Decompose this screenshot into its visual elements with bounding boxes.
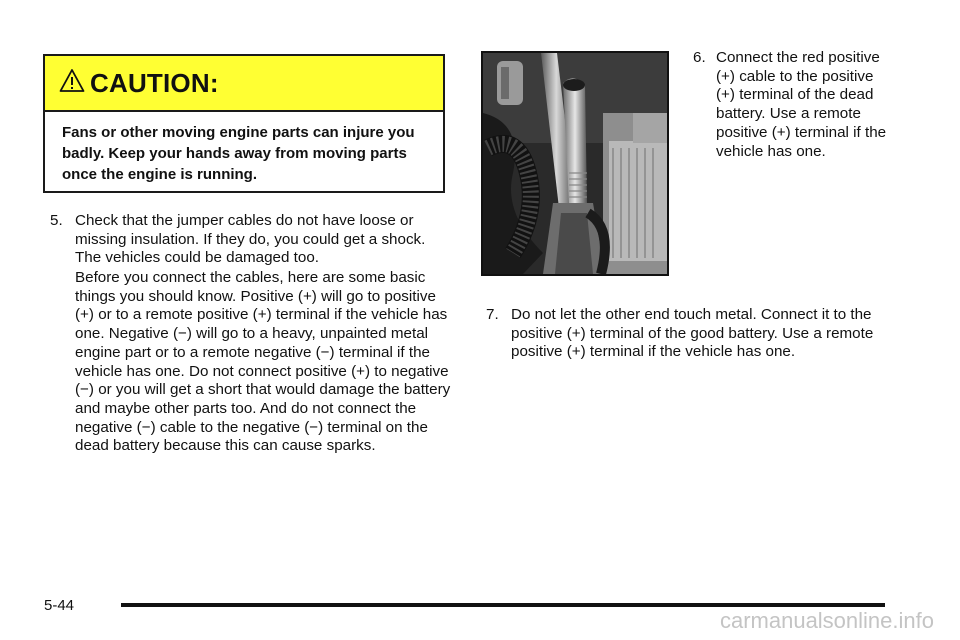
step-6-number: 6. (693, 49, 706, 66)
warning-triangle-icon (59, 68, 85, 94)
step-7 (486, 306, 886, 362)
step-7-text: Do not let the other end touch metal. Connect it to the positive (+) terminal of the good battery. Use a remote positive (+) terminal if the vehicle has one. (511, 306, 874, 361)
caution-text: Fans or other moving engine parts can injure you badly. Keep your hands away from moving parts once the engine is running. (62, 124, 415, 183)
footer-rule (121, 603, 885, 607)
step-5-text: Check that the jumper cables do not have loose or missing insulation. If they do, you could get a shock. The vehicles could be damaged too. (75, 212, 426, 267)
step-5-paragraph: Before you connect the cables, here are some basic things you should know. Positive (+) will go to positive (+) or to a remote positive (+) terminal if the vehicle has one. Negative (−) will go to a heavy, unpainted metal engine part or to a remote negative (−) terminal if the vehicle has one. Do not connect positive (+) to negative (−) or you will get a short that would damage the battery and maybe other parts too. And do not connect the negative (−) cable to the negative (−) terminal on the dead battery because this can cause sparks. (75, 269, 451, 455)
caution-header (45, 56, 443, 112)
step-6-text: Connect the red positive (+) cable to the positive (+) terminal of the dead battery. Use a remote positive (+) terminal if the vehicle has one. (716, 49, 887, 160)
step-7-number: 7. (486, 306, 499, 323)
engine-cables-photo (481, 51, 669, 276)
engine-photo-illustration (483, 53, 667, 274)
watermark: carmanualsonline.info (719, 608, 934, 633)
step-5 (50, 212, 450, 268)
step-6 (693, 49, 893, 161)
caution-box (43, 54, 445, 193)
step-5-number: 5. (50, 212, 63, 229)
page-number: 5-44 (44, 597, 75, 614)
caution-title: CAUTION: (90, 67, 219, 98)
